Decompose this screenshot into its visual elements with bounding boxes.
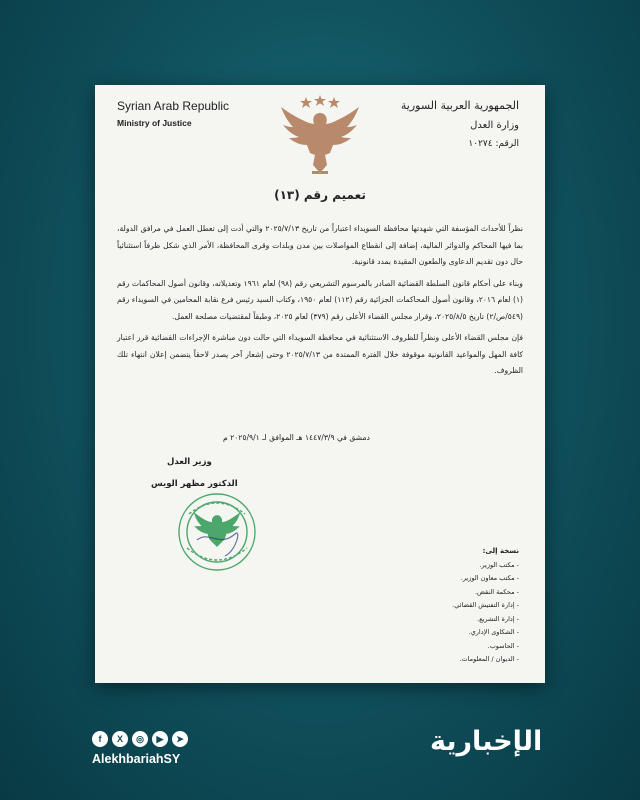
paragraph: فإن مجلس القضاء الأعلى ونظراً للظروف الاستثنائية في محافظة السويداء التي حالت دون مباشرة الإجراءات القضائية قرر اعتبار كافة المهل والمواعيد القانونية موقوفة خلال الفترة الممتدة من ٢٠٢٥/٧/١٣ وحتى إشعار آخر يصدر لاحقاً يتضمن إعلان انتهاء تلك الظروف.: [117, 333, 523, 375]
brand-logo: الإخبارية: [430, 726, 543, 757]
official-letter: [95, 85, 545, 683]
telegram-icon[interactable]: ➤: [172, 731, 188, 747]
copy-item: - مكتب معاون الوزير.: [460, 574, 519, 582]
copies-heading: نسخة إلى:: [482, 547, 519, 555]
paragraph: وبناء على أحكام قانون السلطة القضائية الصادر بالمرسوم التشريعي رقم (٩٨) لعام ١٩٦١ وتعديلاته، وقانون أصول المحاكمات رقم (١) لعام ٢٠١٦، وقانون أصول المحاكمات الجزائية رقم (١١٢) لعام ١٩٥٠، وكتاب السيد رئيس فرع نقابة المحامين في السويداء رقم (٥٤٩/ص/٢) تاريخ ٢٠٢٥/٨/٥، وقرار مجلس القضاء الأعلى رقم (٣٧٩) لعام ٢٠٢٥، وطبقاً لمقتضيات مصلحة العمل.: [117, 278, 524, 321]
paragraph: نظراً للأحداث المؤسفة التي شهدتها محافظة السويداء اعتباراً من تاريخ ٢٠٢٥/٧/١٣ والتي أدت إلى تعطل العمل في مرافق الدولة، بما فيها المحاكم والدوائر المالية، إضافة إلى انقطاع المواصلات بين مدن وبلدات وقرى المحافظة، الأمر الذي شكل ظرفاً استثنائياً حال دون تقديم الدعاوى والطعون المقيدة بمدد قانونية.: [117, 224, 523, 266]
signatory-title: وزير العدل: [167, 457, 212, 467]
facebook-icon[interactable]: f: [92, 731, 108, 747]
header-english: [117, 99, 229, 128]
copy-item: - الشكاوى الإداري.: [468, 628, 519, 636]
copy-item: - إدارة التفتيش القضائي.: [452, 601, 519, 609]
signatory-name: الدكتور مظهر الويس: [151, 479, 238, 489]
copy-item: - الحاسوب.: [487, 641, 519, 650]
social-icons: [92, 731, 188, 747]
instagram-icon[interactable]: ◎: [132, 731, 148, 747]
country-name-en: Syrian Arab Republic: [117, 99, 230, 113]
ministry-name-ar: وزارة العدل: [470, 120, 519, 131]
header-arabic: [401, 99, 519, 149]
copy-item: - إدارة التشريع.: [477, 614, 519, 623]
date-line: دمشق في ١٤٤٧/٣/٩ هـ الموافق لـ ٢٠٢٥/٩/١ م: [223, 433, 370, 442]
ministry-name-en: Ministry of Justice: [117, 118, 192, 128]
document-title: تعميم رقم (١٣): [274, 188, 366, 202]
reference-number: الرقم: ١٠٢٧٤: [468, 139, 519, 149]
letter-body: [117, 221, 523, 385]
copy-item: - الديوان / المعلومات.: [459, 655, 519, 663]
copy-item: - محكمة النقض.: [474, 587, 519, 596]
copy-item: - مكتب الوزير.: [479, 560, 519, 569]
official-stamp-icon: [175, 490, 259, 574]
x-icon[interactable]: X: [112, 731, 128, 747]
youtube-icon[interactable]: ▶: [152, 731, 168, 747]
eagle-emblem-icon: [279, 93, 361, 177]
copies-list: [452, 545, 519, 667]
social-handle: AlekhbariahSY: [92, 752, 181, 766]
country-name-ar: الجمهورية العربية السورية: [400, 99, 519, 112]
